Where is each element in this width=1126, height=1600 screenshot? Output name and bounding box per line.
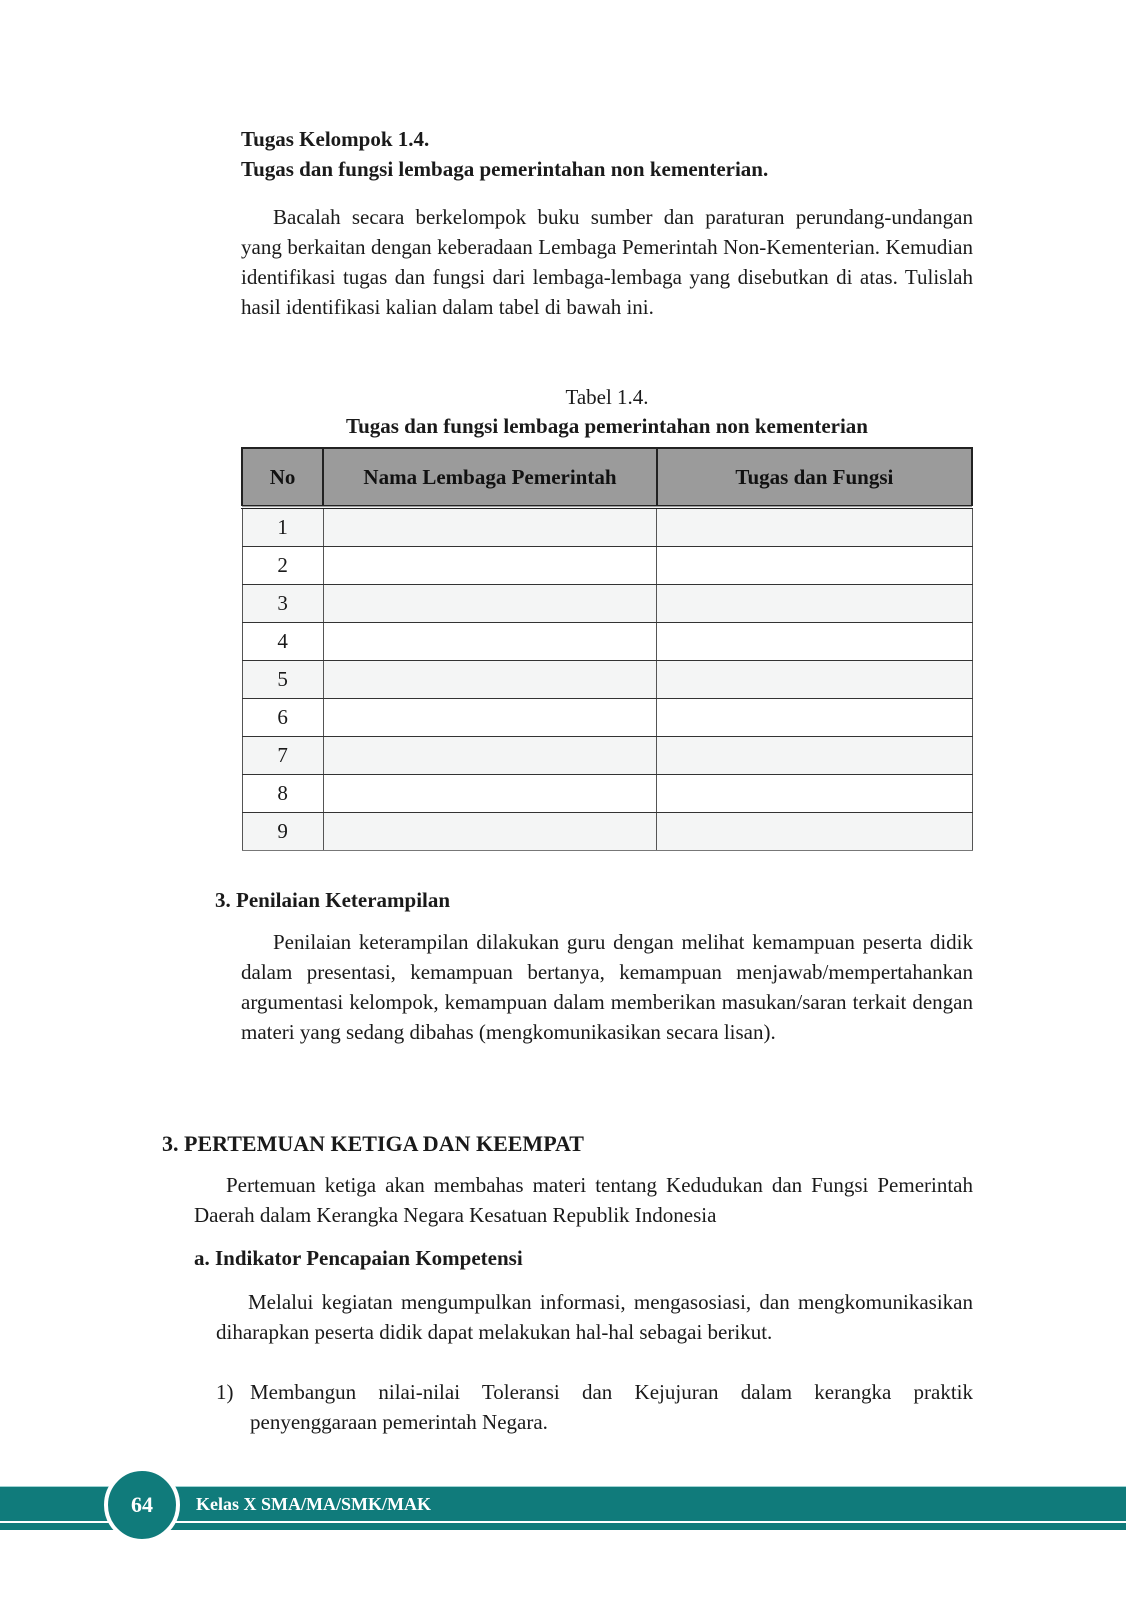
cell-no: 2 bbox=[242, 547, 323, 585]
cell-tugas-fungsi[interactable] bbox=[657, 661, 972, 699]
cell-tugas-fungsi[interactable] bbox=[657, 813, 972, 851]
table-row bbox=[242, 585, 972, 623]
header-no: No bbox=[242, 448, 323, 507]
indicator-paragraph bbox=[216, 1287, 973, 1347]
task-title: Tugas Kelompok 1.4. bbox=[241, 127, 430, 151]
table-row bbox=[242, 775, 972, 813]
cell-tugas-fungsi[interactable] bbox=[657, 699, 972, 737]
header-nama-lembaga: Nama Lembaga Pemerintah bbox=[323, 448, 657, 507]
cell-no: 7 bbox=[242, 737, 323, 775]
table-row bbox=[242, 623, 972, 661]
skills-paragraph-text: Penilaian keterampilan dilakukan guru dengan melihat kemampuan peserta didik dalam presentasi, kemampuan bertanya, kemampuan menjawab/mempertahankan argumentasi kelompok, kemampuan dalam memberikan masukan/saran terkait dengan materi yang sedang dibahas (mengkomunikasikan secara lisan). bbox=[241, 930, 973, 1044]
table-row bbox=[242, 507, 972, 547]
cell-nama-lembaga[interactable] bbox=[323, 699, 657, 737]
table-caption-title: Tugas dan fungsi lembaga pemerintahan non kementerian bbox=[346, 414, 868, 438]
task-paragraph-text: Bacalah secara berkelompok buku sumber dan paraturan perundang-undangan yang berkaitan dengan keberadaan Lembaga Pemerintah Non-Kementerian. Kemudian identifikasi tugas dan fungsi dari lembaga-lembaga yang disebutkan di atas. Tulislah hasil identifikasi kalian dalam tabel di bawah ini. bbox=[241, 205, 973, 319]
cell-no: 4 bbox=[242, 623, 323, 661]
table-header-row bbox=[242, 448, 972, 507]
cell-tugas-fungsi[interactable] bbox=[657, 623, 972, 661]
meeting-paragraph-text: Pertemuan ketiga akan membahas materi tentang Kedudukan dan Fungsi Pemerintah Daerah dalam Kerangka Negara Kesatuan Republik Indonesia bbox=[194, 1173, 973, 1227]
book-label: Kelas X SMA/MA/SMK/MAK bbox=[196, 1494, 431, 1514]
cell-no: 8 bbox=[242, 775, 323, 813]
indicator-paragraph-text: Melalui kegiatan mengumpulkan informasi, mengasosiasi, dan mengkomunikasikan diharapkan peserta didik dapat melakukan hal-hal sebagai berikut. bbox=[216, 1290, 973, 1344]
cell-tugas-fungsi[interactable] bbox=[657, 585, 972, 623]
list-marker: 1) bbox=[216, 1380, 234, 1404]
table-row bbox=[242, 737, 972, 775]
page-number-badge bbox=[104, 1467, 180, 1543]
cell-nama-lembaga[interactable] bbox=[323, 813, 657, 851]
indicator-heading: a. Indikator Pencapaian Kompetensi bbox=[194, 1246, 523, 1270]
cell-no: 9 bbox=[242, 813, 323, 851]
cell-no: 3 bbox=[242, 585, 323, 623]
list-item-text: Membangun nilai-nilai Toleransi dan Kejujuran dalam kerangka praktik penyenggaraan pemerintah Negara. bbox=[250, 1380, 973, 1434]
cell-tugas-fungsi[interactable] bbox=[657, 775, 972, 813]
cell-nama-lembaga[interactable] bbox=[323, 623, 657, 661]
table-row bbox=[242, 661, 972, 699]
table-row bbox=[242, 813, 972, 851]
cell-nama-lembaga[interactable] bbox=[323, 661, 657, 699]
header-tugas-fungsi: Tugas dan Fungsi bbox=[657, 448, 972, 507]
lembaga-table bbox=[241, 447, 973, 851]
cell-tugas-fungsi[interactable] bbox=[657, 547, 972, 585]
cell-no: 5 bbox=[242, 661, 323, 699]
cell-nama-lembaga[interactable] bbox=[323, 507, 657, 547]
skills-paragraph bbox=[241, 927, 973, 1047]
table-caption-number: Tabel 1.4. bbox=[565, 385, 649, 409]
indicator-list-item bbox=[216, 1377, 973, 1437]
cell-tugas-fungsi[interactable] bbox=[657, 507, 972, 547]
cell-tugas-fungsi[interactable] bbox=[657, 737, 972, 775]
task-subtitle: Tugas dan fungsi lembaga pemerintahan non kementerian. bbox=[241, 157, 769, 181]
task-paragraph bbox=[241, 202, 973, 322]
meeting-heading: 3. PERTEMUAN KETIGA DAN KEEMPAT bbox=[162, 1131, 584, 1156]
cell-nama-lembaga[interactable] bbox=[323, 547, 657, 585]
cell-no: 1 bbox=[242, 507, 323, 547]
cell-nama-lembaga[interactable] bbox=[323, 585, 657, 623]
cell-no: 6 bbox=[242, 699, 323, 737]
skills-heading: 3. Penilaian Keterampilan bbox=[215, 888, 451, 912]
page-number: 64 bbox=[131, 1492, 153, 1517]
table-row bbox=[242, 547, 972, 585]
meeting-paragraph bbox=[194, 1170, 973, 1230]
table-row bbox=[242, 699, 972, 737]
cell-nama-lembaga[interactable] bbox=[323, 737, 657, 775]
cell-nama-lembaga[interactable] bbox=[323, 775, 657, 813]
